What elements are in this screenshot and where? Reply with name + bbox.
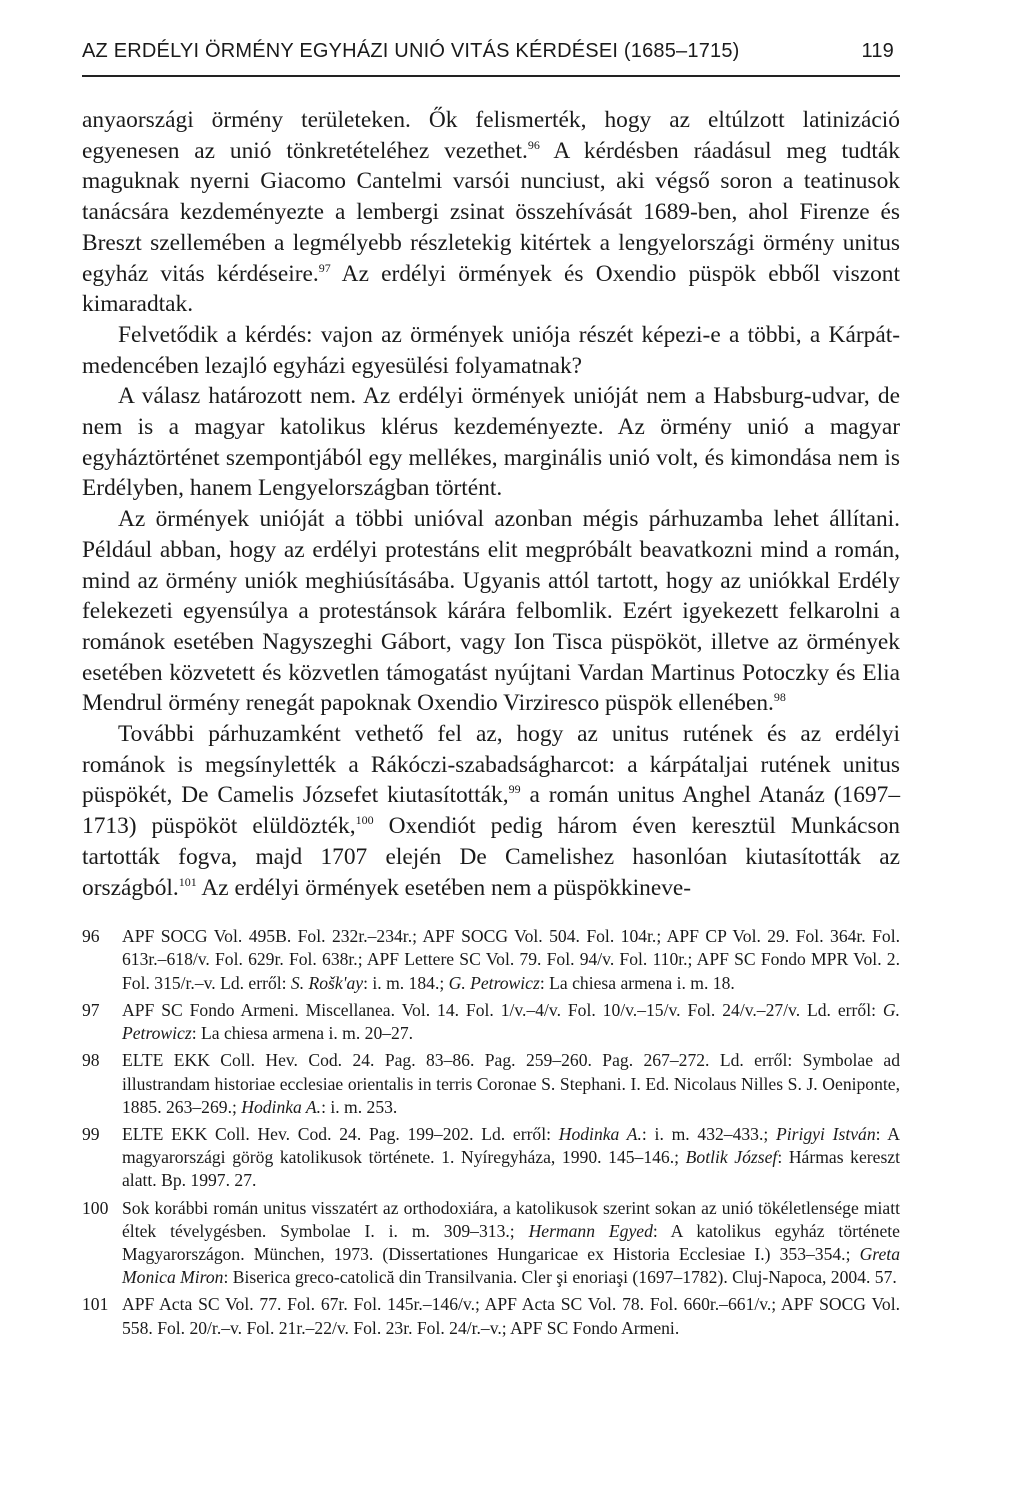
footnote-segment: APF SOCG Vol. 495B. Fol. 232r.–234r.; APF SOCG Vol. 504. Fol. 104r.; APF CP Vol. 29. Fol. 364r. Fol. 613r.–618/v. Fol. 629r. Fol. 638r.; APF Lettere SC Vol. 79. Fol. 94/v. Fol. 110r.; APF SC Fondo MPR Vol. 2. Fol. 315/r.–v. Ld. erről: (122, 926, 900, 993)
footnote-97 (82, 999, 900, 1045)
footnote-author: G. Petrowicz (122, 999, 900, 1044)
footnote-number: 101 (82, 1294, 109, 1315)
footnote-ref-101: 101 (178, 874, 197, 889)
footnote-segment: : La chiesa armena i. m. 20–27. (191, 1023, 414, 1044)
footnote-text (122, 925, 900, 995)
paragraph-text: A válasz határozott nem. Az erdélyi örmények unióját nem a Habsburg-udvar, de nem is a magyar katolikus klérus kezdeményezte. Az örmény unió a magyar egyháztörténet szempontjából egy mellékes, marginális unió volt, és kimondása nem is Erdélyben, hanem Lengyelországban történt. (82, 383, 900, 502)
footnote-segment: : A katolikus egyház története Magyarországon. München, 1973. (Dissertationes Hungaricae ex Historia Ecclesiae I.) 353–354.; (122, 1220, 900, 1264)
footnote-segment: : Biserica greco-catolică din Transilvania. Cler şi enoriaşi (1697–1782). Cluj-Napoca, 2004. 57. (223, 1267, 897, 1288)
running-header (82, 40, 900, 77)
footnote-number: 97 (82, 999, 100, 1020)
paragraph-text: A kérdésben ráadásul meg tudták maguknak nyerni Giacomo Cantelmi varsói nunciust, aki végső soron a teatinusok tanácsára kezdeményezte a lembergi zsinat összehívását 1689-ben, ahol Firenze és Breszt szellemében a legmélyebb részletekig kitértek a lengyelországi örmény unitus egyház vitás kérdéseire. (82, 137, 900, 287)
footnotes (82, 925, 900, 1339)
footnote-author: Hodinka A. (241, 1096, 322, 1117)
footnote-text (122, 1197, 900, 1290)
footnote-segment: : Hármas kereszt alatt. Bp. 1997. 27. (122, 1147, 901, 1191)
footnote-author: Greta Monica Miron (122, 1243, 900, 1288)
footnote-text (122, 1049, 900, 1119)
footnote-segment: : i. m. 184.; (363, 972, 449, 993)
footnote-segment: ELTE EKK Coll. Hev. Cod. 24. Pag. 199–202. Ld. erről: (122, 1123, 559, 1144)
footnote-text (122, 999, 900, 1045)
footnote-96 (82, 925, 900, 995)
footnote-segment: : A magyarországi görög katolikusok története. 1. Nyíregyháza, 1990. 145–146.; (122, 1123, 900, 1168)
footnote-author: Hodinka A. (558, 1123, 642, 1144)
paragraph (82, 504, 900, 719)
footnote-segment: APF SC Fondo Armeni. Miscellanea. Vol. 14. Fol. 1/v.–4/v. Fol. 10/v.–15/v. Fol. 24/v.–27/v. Ld. erről: (122, 999, 883, 1020)
paragraph-text: Oxendiót pedig három éven keresztül Munkácson tartották fogva, majd 1707 elején De Camelishez hasonlóan kiutasították az országból. (82, 813, 900, 901)
footnote-segment: Sok korábbi román unitus visszatért az orthodoxiára, a katolikusok szerint sokan az unió tökéletlensége miatt éltek tévelygésben. Symbolae I. i. m. 309–313.; (122, 1197, 900, 1241)
footnote-100 (82, 1197, 900, 1290)
footnote-segment: : i. m. 432–433.; (641, 1123, 777, 1144)
footnote-ref-98: 98 (773, 690, 786, 705)
page-number: 119 (861, 40, 894, 62)
body-text (82, 105, 900, 903)
paragraph-text: További párhuzamként vethető fel az, hogy az unitus rutének és az erdélyi románok is megsínylették a Rákóczi-szabadságharcot: a kárpátaljai rutének unitus püspökét, De Camelis Józsefet kiutasították, (82, 721, 900, 809)
footnote-segment: ELTE EKK Coll. Hev. Cod. 24. Pag. 83–86. Pag. 259–260. Pag. 267–272. Ld. erről: Symbolae ad illustrandam historiae ecclesiae orientalis in terris Coronae S. Stephani. I. Ed. Nicolaus Nilles S. J. Oeniponte, 1885. 263–269.; (122, 1050, 900, 1117)
footnote-author: G. Petrowicz (448, 972, 540, 993)
footnote-number: 96 (82, 926, 100, 947)
paragraph-text: anyaországi örmény területeken. Ők felismerték, hogy az eltúlzott latinizáció egyenesen az unió tönkretételéhez vezethet. (82, 107, 900, 164)
footnote-ref-96: 96 (527, 137, 540, 152)
book-page (82, 40, 900, 1344)
paragraph-text: Az erdélyi örmények és Oxendio püspök ebből viszont kimaradtak. (82, 260, 900, 318)
footnote-segment: : i. m. 253. (321, 1096, 398, 1117)
footnote-number: 99 (82, 1123, 100, 1144)
footnote-author: S. Rošk'ay (290, 972, 364, 993)
footnote-author: Hermann Egyed (528, 1220, 653, 1241)
footnote-ref-100: 100 (355, 813, 374, 828)
paragraph (82, 381, 900, 504)
footnote-text (122, 1123, 900, 1193)
footnote-text (122, 1293, 900, 1339)
paragraph-text: Az erdélyi örmények esetében nem a püspökkineve- (196, 874, 692, 901)
paragraph-text: Az örmények unióját a többi unióval azonban mégis párhuzamba lehet állítani. Például abban, hogy az erdélyi protestáns elit megpróbált beavatkozni mind a román, mind az örmény uniók meghiúsításába. Ugyanis attól tartott, hogy az uniókkal Erdély felekezeti egyensúlya a protestánsok kárára felbomlik. Ezért igyekezett felkarolni a románok esetében Nagyszeghi Gábort, vagy Ion Tisca püspököt, illetve az örmények esetében közvetett és közvetlen támogatást nyújtani Vardan Martinus Potoczky és Elia Mendrul örmény renegát papoknak Oxendio Virziresco püspök ellenében. (82, 506, 900, 717)
footnote-number: 100 (82, 1197, 109, 1218)
footnote-ref-97: 97 (318, 260, 331, 275)
footnote-segment: APF Acta SC Vol. 77. Fol. 67r. Fol. 145r.–146/v.; APF Acta SC Vol. 78. Fol. 660r.–661/v.; APF SOCG Vol. 558. Fol. 20/r.–v. Fol. 21r.–22/v. Fol. 23r. Fol. 24/r.–v.; APF SC Fondo Armeni. (122, 1294, 900, 1338)
footnote-ref-99: 99 (508, 782, 521, 797)
paragraph (82, 105, 900, 320)
paragraph (82, 320, 900, 381)
footnote-98 (82, 1049, 900, 1119)
footnote-author: Botlik József (685, 1147, 778, 1168)
footnote-99 (82, 1123, 900, 1193)
running-title: AZ ERDÉLYI ÖRMÉNY EGYHÁZI UNIÓ VITÁS KÉRDÉSEI (1685–1715) (82, 40, 740, 62)
footnote-author: Pirigyi István (776, 1123, 876, 1144)
footnote-number: 98 (82, 1050, 100, 1071)
footnote-segment: : La chiesa armena i. m. 18. (539, 972, 735, 993)
paragraph-text: Felvetődik a kérdés: vajon az örmények uniója részét képezi-e a többi, a Kárpát-medencében lezajló egyházi egyesülési folyamatnak? (82, 321, 900, 379)
paragraph (82, 719, 900, 903)
paragraph-text: a román unitus Anghel Atanáz (1697–1713) püspököt elüldözték, (82, 782, 901, 840)
footnote-101 (82, 1293, 900, 1339)
